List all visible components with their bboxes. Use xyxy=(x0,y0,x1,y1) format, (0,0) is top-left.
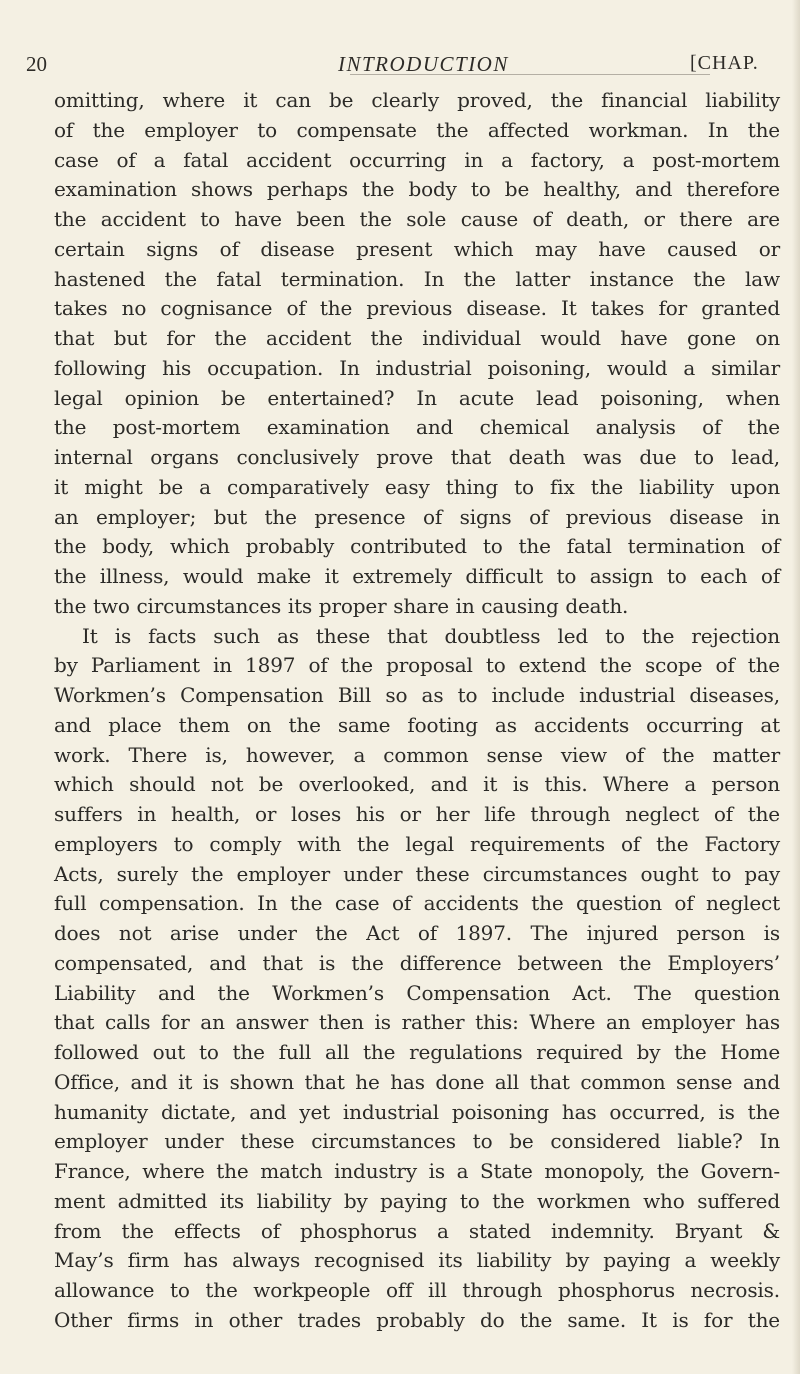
text-line: examination shows perhaps the body to be healthy, and therefore xyxy=(54,177,780,202)
text-line: from the effects of phosphorus a stated indemnity. Bryant & xyxy=(54,1218,780,1243)
text-line: internal organs conclusively prove that death was due to lead, xyxy=(54,445,780,469)
header-rule xyxy=(350,74,710,75)
text-line: hastened the fatal termination. In the latter instance the law xyxy=(54,266,780,291)
text-line: of the employer to compensate the affected workman. In the xyxy=(54,117,780,142)
text-line: full compensation. In the case of accidents the question of neglect xyxy=(54,891,780,916)
text-line: certain signs of disease present which may have caused or xyxy=(54,236,780,261)
text-line: by Parliament in 1897 of the proposal to extend the scope of the xyxy=(54,653,780,678)
text-line: an employer; but the presence of signs of previous disease in xyxy=(54,504,780,529)
text-line: humanity dictate, and yet industrial poisoning has occurred, is the xyxy=(54,1099,780,1124)
text-line: the accident to have been the sole cause of death, or there are xyxy=(54,207,780,231)
text-line: France, where the match industry is a State monopoly, the Govern- xyxy=(54,1159,780,1183)
text-line: it might be a comparatively easy thing to fix the liability upon xyxy=(54,474,780,499)
text-line: which should not be overlooked, and it is this. Where a person xyxy=(54,772,780,797)
text-line: the body, which probably contributed to the fatal termination of xyxy=(54,534,780,559)
text-line: ment admitted its liability by paying to the workmen who suffered xyxy=(54,1188,780,1213)
text-line: Other firms in other trades probably do the same. It is for the xyxy=(54,1307,780,1332)
page-number: 20 xyxy=(26,52,47,76)
text-line: Acts, surely the employer under these circumstances ought to pay xyxy=(54,861,780,886)
text-line: takes no cognisance of the previous disease. It takes for granted xyxy=(54,296,780,321)
text-line: case of a fatal accident occurring in a factory, a post-mortem xyxy=(54,147,780,172)
text-line: that but for the accident the individual would have gone on xyxy=(54,326,780,350)
text-line: Workmen’s Compensation Bill so as to include industrial diseases, xyxy=(54,683,780,707)
text-line: allowance to the workpeople off ill through phosphorus necrosis. xyxy=(54,1278,780,1302)
page-header xyxy=(0,52,800,82)
text-line: Office, and it is shown that he has done all that common sense and xyxy=(54,1069,780,1094)
text-line: suffers in health, or loses his or her life through neglect of the xyxy=(54,802,780,826)
text-line: following his occupation. In industrial poisoning, would a similar xyxy=(54,355,780,380)
text-line: compensated, and that is the difference between the Employers’ xyxy=(54,950,780,975)
text-line: the post-mortem examination and chemical analysis of the xyxy=(54,415,780,440)
text-line: the two circumstances its proper share in causing death. xyxy=(54,593,629,618)
text-line: followed out to the full all the regulations required by the Home xyxy=(54,1040,780,1064)
text-line: work. There is, however, a common sense view of the matter xyxy=(54,742,780,767)
text-line: that calls for an answer then is rather this: Where an employer has xyxy=(54,1010,780,1035)
text-line: It is facts such as these that doubtless led to the rejection xyxy=(82,623,780,648)
text-line: employers to comply with the legal requirements of the Factory xyxy=(54,831,780,856)
text-line: legal opinion be entertained? In acute lead poisoning, when xyxy=(54,385,780,410)
page-edge-shadow xyxy=(792,0,800,1374)
body-text xyxy=(54,86,780,1336)
chapter-mark: [CHAP. xyxy=(690,52,759,74)
text-line: does not arise under the Act of 1897. The injured person is xyxy=(54,921,780,945)
text-line: and place them on the same footing as accidents occurring at xyxy=(54,712,780,737)
text-line: omitting, where it can be clearly proved, the financial liability xyxy=(54,88,780,112)
text-line: employer under these circumstances to be considered liable? In xyxy=(54,1129,780,1154)
text-line: May’s firm has always recognised its liability by paying a weekly xyxy=(54,1248,780,1273)
text-line: the illness, would make it extremely difficult to assign to each of xyxy=(54,564,780,588)
text-line: Liability and the Workmen’s Compensation Act. The question xyxy=(54,980,780,1005)
running-head: INTRODUCTION xyxy=(338,52,509,76)
